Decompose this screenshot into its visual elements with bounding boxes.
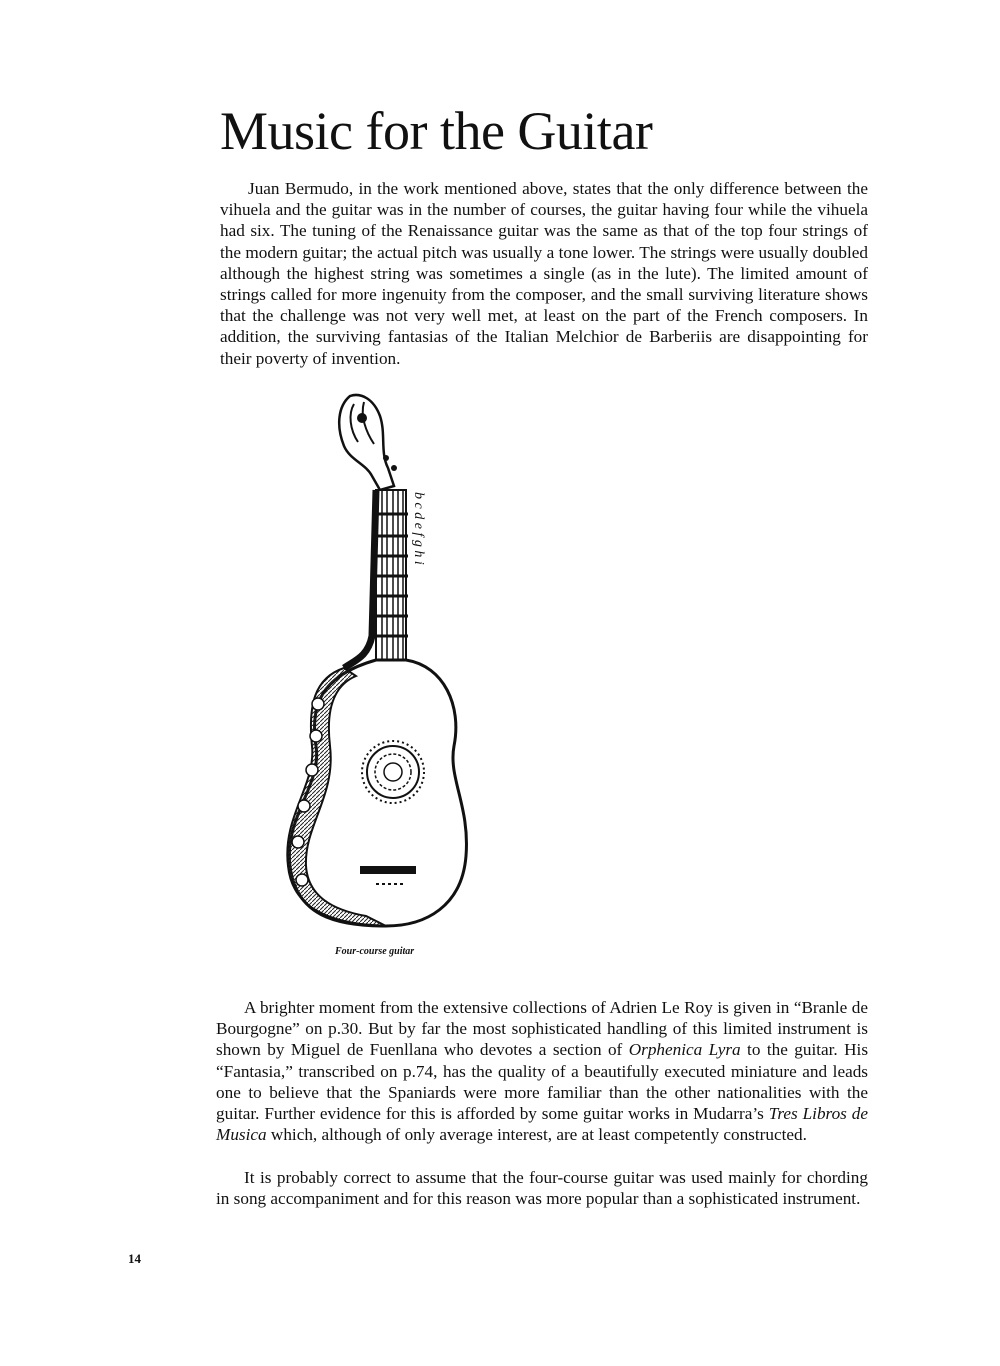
paragraph-2: [216, 997, 868, 1145]
paragraph-2-part-2: to the guitar. His “Fantasia,” transcribed on p.74, has the quality of a beautifully executed miniature and leads one to believe that the Spaniards were more familiar than the other nationalities with the guitar. Further evidence for this is afforded by some guitar works in Mudarra’s: [216, 1040, 869, 1124]
orphenica-lyra-title: Orphenica Lyra: [628, 1040, 741, 1060]
page-number: 14: [128, 1251, 141, 1266]
figure-caption: Four-course guitar: [335, 946, 415, 957]
page-title: Music for the Guitar: [220, 101, 653, 161]
four-course-guitar-drawing: [276, 386, 476, 946]
fret-letters: b c d e f g h i: [411, 492, 426, 565]
paragraph-2-part-3: which, although of only average interest, are at least competently constructed.: [266, 1125, 807, 1145]
paragraph-3: It is probably correct to assume that the four-course guitar was used mainly for chording in song accompaniment and for this reason was more popular than a sophisticated instrument.: [216, 1168, 868, 1209]
tres-libros-title: Tres Libros de Musica: [216, 1104, 868, 1145]
paragraph-2-part-1: A brighter moment from the extensive collections of Adrien Le Roy is given in “Branle de Bourgogne” on p.30. But by far the most sophisticated handling of this limited instrument is shown by Miguel de Fuenllana who devotes a section of: [216, 998, 868, 1060]
paragraph-1: Juan Bermudo, in the work mentioned above, states that the only difference between the vihuela and the guitar was in the number of courses, the guitar having four while the vihuela had six. The tuning of the Renaissance guitar was the same as that of the top four strings of the modern guitar; the actual pitch was usually a tone lower. The strings were usually doubled although the highest string was sometimes a single (as in the lute). The limited amount of strings called for more ingenuity from the composer, and the small surviving literature shows that the challenge was not very well met, at least on the part of the French composers. In addition, the surviving fantasias of the Italian Melchior de Barberiis are disappointing for their poverty of invention.: [220, 179, 868, 368]
guitar-illustration: [276, 386, 476, 946]
